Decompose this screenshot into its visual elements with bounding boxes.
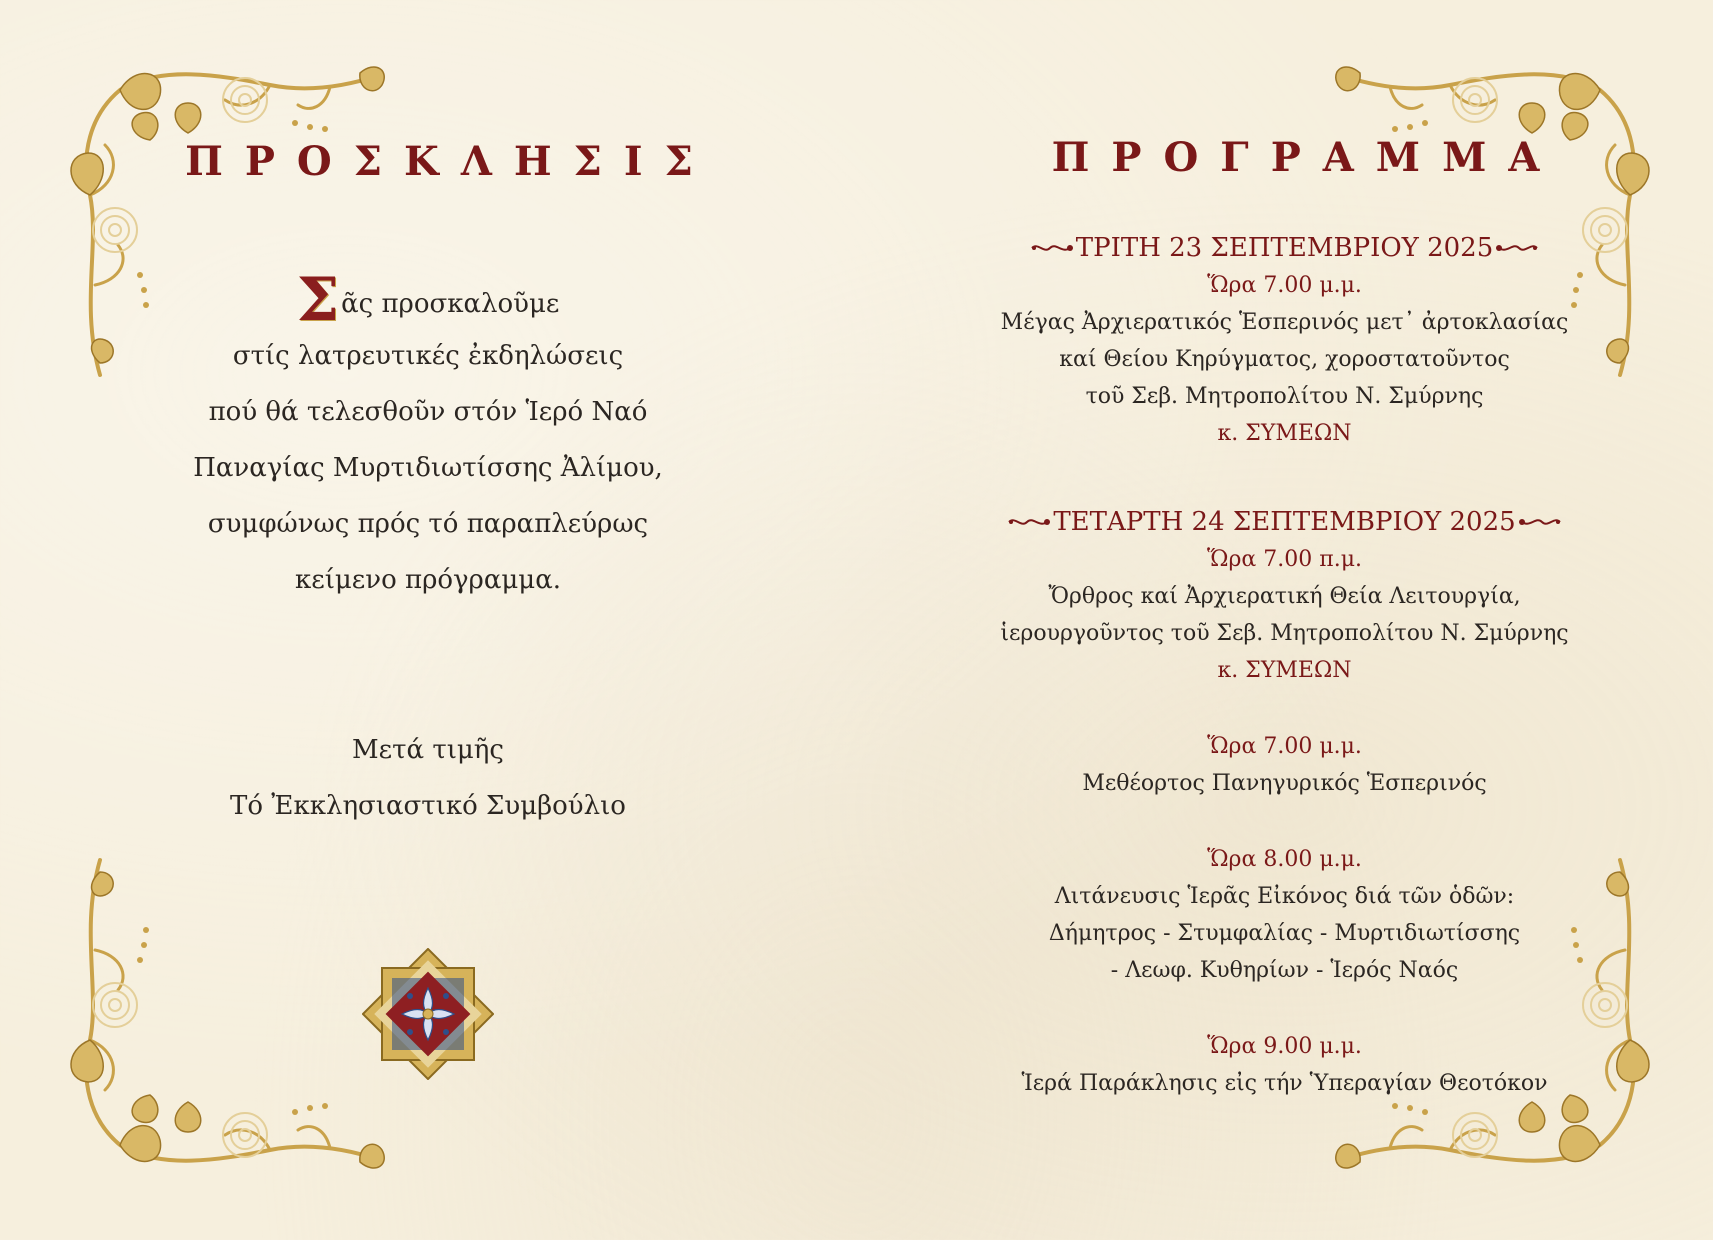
closing-line: Τό Ἐκκλησιαστικό Συμβούλιο [230,791,626,821]
event-line: καί Θείου Κηρύγματος, χοροστατοῦντος [1059,347,1510,372]
flourish-icon [1030,241,1074,255]
invitation-panel [0,0,856,1240]
corner-ornament-icon [60,850,390,1190]
day-title [856,502,1713,542]
event-line: Μέγας Ἀρχιερατικός Ἑσπερινός μετ᾽ ἀρτοκλασίας [1000,310,1569,335]
closing-line: Μετά τιμῆς [352,735,504,765]
program-heading: ΠΡΟΓΡΑΜΜΑ [1051,134,1562,181]
event-line: Λιτάνευσις Ἱερᾶς Εἰκόνος διά τῶν ὁδῶν: [1054,884,1515,909]
program-panel [856,0,1713,1240]
event-line: τοῦ Σεβ. Μητροπολίτου Ν. Σμύρνης [1085,384,1484,409]
event-time: Ὥρα 8.00 μ.μ. [1207,847,1362,872]
event-time: Ὥρα 7.00 μ.μ. [1207,734,1362,759]
day-title-text: ΤΕΤΑΡΤΗ 24 ΣΕΠΤΕΜΒΡΙΟΥ 2025 [1053,507,1516,537]
event-line: ἱερουργοῦντος τοῦ Σεβ. Μητροπολίτου Ν. Σμύρνης [1000,621,1569,646]
invitation-line: στίς λατρευτικές ἐκδηλώσεις [232,341,624,371]
rosette-emblem-icon [362,948,494,1080]
invitation-first-line: ᾶς προσκαλοῦμε [341,289,560,319]
invitation-heading: ΠΡΟΣΚΛΗΣΙΣ [185,138,715,185]
flourish-icon [1495,241,1539,255]
event-line: Ὄρθρος καί Ἀρχιερατική Θεία Λειτουργία, [1048,584,1521,609]
dropcap-letter: Σ [296,265,340,335]
invitation-line: Παναγίας Μυρτιδιωτίσσης Ἀλίμου, [193,453,663,483]
event-time: Ὥρα 7.00 μ.μ. [1207,273,1362,298]
event-line: Ἱερά Παράκλησις εἰς τήν Ὑπεραγίαν Θεοτόκον [1021,1071,1548,1096]
celebrant-name: κ. ΣΥΜΕΩΝ [1217,421,1352,446]
closing-signature [0,722,856,834]
celebrant-name: κ. ΣΥΜΕΩΝ [1217,658,1352,683]
invitation-line: κείμενο πρόγραμμα. [294,565,562,595]
invitation-line: πού θά τελεσθοῦν στόν Ἱερό Ναό [208,397,648,427]
flourish-icon [1518,515,1562,529]
flourish-icon [1007,515,1051,529]
invitation-text [0,265,856,608]
invitation-line: συμφώνως πρός τό παραπλεύρως [207,509,649,539]
day-title-text: ΤΡΙΤΗ 23 ΣΕΠΤΕΜΒΡΙΟΥ 2025 [1075,233,1494,263]
day-title [856,228,1713,268]
event-line: - Λεωφ. Κυθηρίων - Ἱερός Ναός [1110,958,1459,983]
program-list [856,228,1713,1102]
event-line: Δήμητρος - Στυμφαλίας - Μυρτιδιωτίσσης [1048,921,1521,946]
event-time: Ὥρα 9.00 μ.μ. [1207,1034,1362,1059]
event-line: Μεθέορτος Πανηγυρικός Ἑσπερινός [1082,771,1487,796]
event-time: Ὥρα 7.00 π.μ. [1207,547,1362,572]
